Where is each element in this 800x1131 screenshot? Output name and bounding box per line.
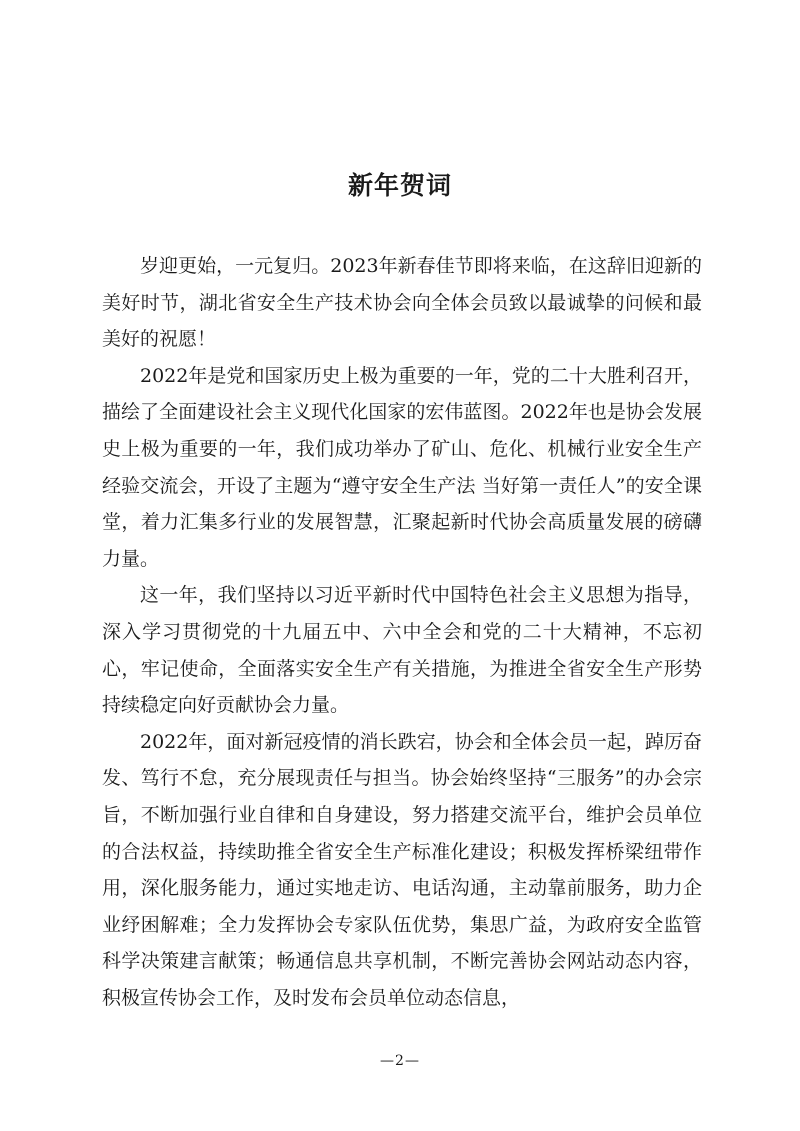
paragraph: 2022年是党和国家历史上极为重要的一年，党的二十大胜利召开，描绘了全面建设社会主义现代化国家的宏伟蓝图。2022年也是协会发展史上极为重要的一年，我们成功举办了矿山、危化、机械行业安全生产经验交流会，开设了主题为“遵守安全生产法 当好第一责任人”的安全课堂，着力汇集多行业的发展智慧，汇聚起新时代协会高质量发展的磅礴力量。 xyxy=(102,364,702,570)
paragraph: 岁迎更始，一元复归。2023年新春佳节即将来临，在这辞旧迎新的美好时节，湖北省安全生产技术协会向全体会员致以最诚挚的问候和最美好的祝愿！ xyxy=(102,255,702,351)
paragraph: 2022年，面对新冠疫情的消长跌宕，协会和全体会员一起，踔厉奋发、笃行不怠，充分展现责任与担当。协会始终坚持“三服务”的办会宗旨，不断加强行业自律和自身建设，努力搭建交流平台，维护会员单位的合法权益，持续助推全省安全生产标准化建设；积极发挥桥梁纽带作用，深化服务能力，通过实地走访、电话沟通，主动靠前服务，助力企业纾困解难；全力发挥协会专家队伍优势，集思广益，为政府安全监管科学决策建言献策；畅通信息共享机制，不断完善协会网站动态内容，积极宣传协会工作，及时发布会员单位动态信息， xyxy=(102,730,702,1009)
paragraph: 这一年，我们坚持以习近平新时代中国特色社会主义思想为指导，深入学习贯彻党的十九届五中、六中全会和党的二十大精神，不忘初心，牢记使命，全面落实安全生产有关措施，为推进全省安全生产形势持续稳定向好贡献协会力量。 xyxy=(102,584,702,717)
document-body xyxy=(102,248,702,1016)
page-number: —2— xyxy=(380,1053,420,1069)
document-title: 新年贺词 xyxy=(347,171,452,200)
